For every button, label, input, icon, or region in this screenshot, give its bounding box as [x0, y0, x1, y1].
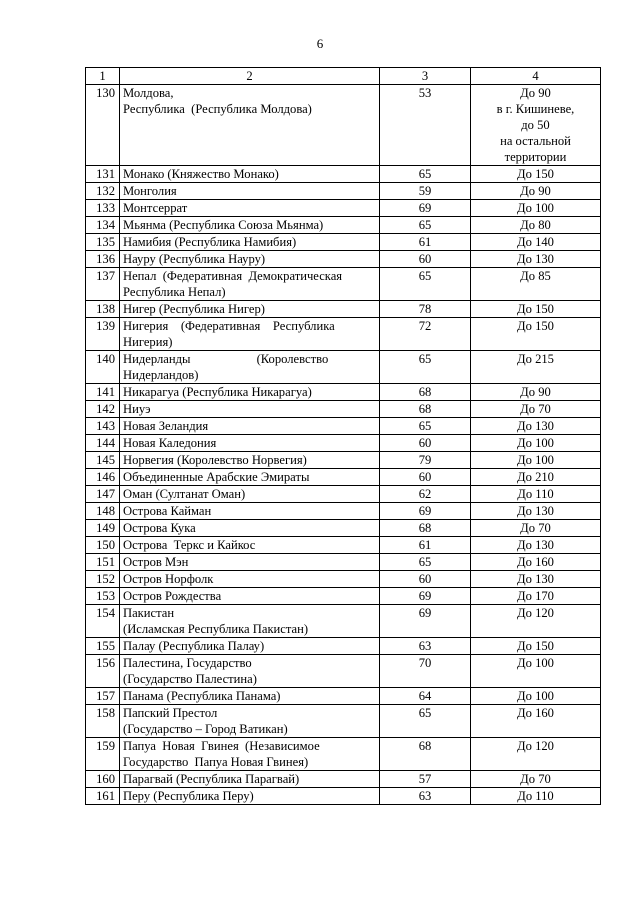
- country-name-line: (Государство Палестина): [123, 672, 257, 686]
- table-row: [86, 351, 601, 384]
- country-name-line: Монголия: [123, 184, 177, 198]
- country-name: [120, 638, 380, 655]
- country-name: [120, 688, 380, 705]
- country-name-line: Папский Престол: [123, 706, 218, 720]
- table-row: [86, 401, 601, 418]
- country-name: [120, 200, 380, 217]
- limit-value-line: До 100: [517, 689, 554, 703]
- limit-value: [471, 384, 601, 401]
- limit-value: [471, 605, 601, 638]
- limit-value: [471, 705, 601, 738]
- row-number: 139: [86, 318, 120, 351]
- row-number: 147: [86, 486, 120, 503]
- limit-value-line: До 80: [520, 218, 551, 232]
- country-name-line: Парагвай (Республика Парагвай): [123, 772, 300, 786]
- coefficient-value: 65: [380, 554, 471, 571]
- country-name: [120, 452, 380, 469]
- country-name: [120, 268, 380, 301]
- table-row: [86, 520, 601, 537]
- country-name-line: Нигерия): [123, 335, 173, 349]
- limit-value-line: До 100: [517, 201, 554, 215]
- country-name-line: Панама (Республика Панама): [123, 689, 281, 703]
- table-row: [86, 166, 601, 183]
- country-name: [120, 418, 380, 435]
- country-name: [120, 503, 380, 520]
- limit-value-line: До 130: [517, 419, 554, 433]
- country-name-line: Папуа Новая Гвинея (Независимое: [123, 739, 320, 753]
- limit-value-line: до 50: [521, 118, 550, 132]
- country-name-line: Остров Мэн: [123, 555, 189, 569]
- row-number: 149: [86, 520, 120, 537]
- row-number: 155: [86, 638, 120, 655]
- table-row: [86, 486, 601, 503]
- limit-value-line: До 150: [517, 167, 554, 181]
- country-name-line: Нигерия (Федеративная Республика: [123, 319, 335, 333]
- row-number: 154: [86, 605, 120, 638]
- table-row: [86, 554, 601, 571]
- table-row: [86, 588, 601, 605]
- table-row: [86, 788, 601, 805]
- limit-value-line: До 130: [517, 504, 554, 518]
- row-number: 130: [86, 85, 120, 166]
- limit-value: [471, 166, 601, 183]
- header-col-2: 2: [120, 68, 380, 85]
- limit-value: [471, 469, 601, 486]
- row-number: 140: [86, 351, 120, 384]
- limit-value-line: До 150: [517, 302, 554, 316]
- limit-value-line: До 130: [517, 252, 554, 266]
- header-col-3: 3: [380, 68, 471, 85]
- country-name-line: Нигер (Республика Нигер): [123, 302, 265, 316]
- country-name-line: Перу (Республика Перу): [123, 789, 254, 803]
- country-name: [120, 435, 380, 452]
- header-col-1: 1: [86, 68, 120, 85]
- country-name-line: Намибия (Республика Намибия): [123, 235, 297, 249]
- limit-value: [471, 655, 601, 688]
- limit-value: [471, 217, 601, 234]
- row-number: 132: [86, 183, 120, 200]
- limit-value-line: До 215: [517, 352, 554, 366]
- limit-value: [471, 251, 601, 268]
- coefficient-value: 79: [380, 452, 471, 469]
- limit-value-line: До 120: [517, 739, 554, 753]
- coefficient-value: 65: [380, 217, 471, 234]
- limit-value: [471, 486, 601, 503]
- coefficient-value: 65: [380, 268, 471, 301]
- coefficient-value: 60: [380, 251, 471, 268]
- limit-value-line: территории: [504, 150, 567, 164]
- country-name-line: Монако (Княжество Монако): [123, 167, 279, 181]
- row-number: 161: [86, 788, 120, 805]
- limit-value-line: До 140: [517, 235, 554, 249]
- table-row: [86, 571, 601, 588]
- table-row: [86, 217, 601, 234]
- row-number: 151: [86, 554, 120, 571]
- table-row: [86, 301, 601, 318]
- country-name: [120, 520, 380, 537]
- limit-value: [471, 418, 601, 435]
- coefficient-value: 68: [380, 520, 471, 537]
- limit-value: [471, 738, 601, 771]
- row-number: 150: [86, 537, 120, 554]
- table-header-row: [86, 68, 601, 85]
- row-number: 158: [86, 705, 120, 738]
- limit-value-line: До 150: [517, 319, 554, 333]
- country-name: [120, 401, 380, 418]
- country-name: [120, 166, 380, 183]
- coefficient-value: 72: [380, 318, 471, 351]
- table-row: [86, 183, 601, 200]
- coefficient-value: 60: [380, 469, 471, 486]
- country-name-line: Новая Каледония: [123, 436, 217, 450]
- limit-value-line: До 70: [520, 402, 551, 416]
- table-row: [86, 384, 601, 401]
- limit-value: [471, 503, 601, 520]
- limit-value-line: на остальной: [500, 134, 571, 148]
- table-row: [86, 452, 601, 469]
- limit-value-line: До 130: [517, 538, 554, 552]
- limit-value-line: До 100: [517, 656, 554, 670]
- table-row: [86, 435, 601, 452]
- country-name: [120, 605, 380, 638]
- limit-value: [471, 688, 601, 705]
- limit-value: [471, 788, 601, 805]
- country-name-line: Острова Кайман: [123, 504, 212, 518]
- limit-value-line: До 150: [517, 639, 554, 653]
- country-name-line: Оман (Султанат Оман): [123, 487, 246, 501]
- row-number: 144: [86, 435, 120, 452]
- limit-value: [471, 452, 601, 469]
- header-col-4: 4: [471, 68, 601, 85]
- country-name-line: Нидерландов): [123, 368, 199, 382]
- row-number: 134: [86, 217, 120, 234]
- country-name-line: Никарагуа (Республика Никарагуа): [123, 385, 312, 399]
- table-row: [86, 688, 601, 705]
- coefficient-value: 65: [380, 166, 471, 183]
- row-number: 133: [86, 200, 120, 217]
- limit-value-line: До 110: [517, 487, 554, 501]
- limit-value: [471, 183, 601, 200]
- row-number: 160: [86, 771, 120, 788]
- limit-value-line: До 160: [517, 706, 554, 720]
- row-number: 153: [86, 588, 120, 605]
- limit-value-line: До 90: [520, 184, 551, 198]
- country-name-line: Остров Рождества: [123, 589, 222, 603]
- coefficient-value: 65: [380, 705, 471, 738]
- row-number: 148: [86, 503, 120, 520]
- country-name: [120, 537, 380, 554]
- limit-value: [471, 301, 601, 318]
- coefficient-value: 64: [380, 688, 471, 705]
- row-number: 142: [86, 401, 120, 418]
- coefficient-value: 61: [380, 234, 471, 251]
- country-name-line: Острова Кука: [123, 521, 196, 535]
- country-name-line: Ниуэ: [123, 402, 151, 416]
- row-number: 131: [86, 166, 120, 183]
- country-name: [120, 554, 380, 571]
- table-row: [86, 638, 601, 655]
- page-number: 6: [316, 36, 324, 51]
- table-row: [86, 469, 601, 486]
- limit-value-line: в г. Кишиневе,: [496, 102, 575, 116]
- country-name-line: Остров Норфолк: [123, 572, 214, 586]
- coefficient-value: 78: [380, 301, 471, 318]
- country-name-line: Палау (Республика Палау): [123, 639, 265, 653]
- coefficient-value: 60: [380, 571, 471, 588]
- limit-value: [471, 571, 601, 588]
- coefficient-value: 60: [380, 435, 471, 452]
- coefficient-value: 69: [380, 588, 471, 605]
- country-name: [120, 738, 380, 771]
- country-name: [120, 217, 380, 234]
- limit-value-line: До 100: [517, 436, 554, 450]
- limit-value: [471, 554, 601, 571]
- country-name: [120, 85, 380, 166]
- row-number: 141: [86, 384, 120, 401]
- country-name-line: Республика (Республика Молдова): [123, 102, 312, 116]
- coefficient-value: 69: [380, 605, 471, 638]
- coefficient-value: 53: [380, 85, 471, 166]
- country-name: [120, 571, 380, 588]
- country-name-line: Объединенные Арабские Эмираты: [123, 470, 310, 484]
- limit-value: [471, 588, 601, 605]
- coefficient-value: 69: [380, 503, 471, 520]
- country-name: [120, 384, 380, 401]
- table-row: [86, 503, 601, 520]
- limit-value-line: До 120: [517, 606, 554, 620]
- row-number: 157: [86, 688, 120, 705]
- limit-value: [471, 351, 601, 384]
- country-name: [120, 234, 380, 251]
- table-row: [86, 234, 601, 251]
- limit-value-line: До 160: [517, 555, 554, 569]
- coefficient-value: 63: [380, 638, 471, 655]
- table-row: [86, 85, 601, 166]
- country-name-line: (Государство – Город Ватикан): [123, 722, 288, 736]
- limit-value-line: До 100: [517, 453, 554, 467]
- table-row: [86, 705, 601, 738]
- table-row: [86, 738, 601, 771]
- country-name-line: Молдова,: [123, 86, 174, 100]
- limit-value: [471, 234, 601, 251]
- coefficient-value: 68: [380, 738, 471, 771]
- coefficient-value: 65: [380, 418, 471, 435]
- limit-value: [471, 435, 601, 452]
- table-row: [86, 318, 601, 351]
- country-name: [120, 318, 380, 351]
- coefficient-value: 69: [380, 200, 471, 217]
- limit-value-line: До 90: [520, 86, 551, 100]
- coefficient-value: 63: [380, 788, 471, 805]
- table-row: [86, 251, 601, 268]
- limit-value: [471, 85, 601, 166]
- country-name: [120, 183, 380, 200]
- limit-value: [471, 771, 601, 788]
- table-row: [86, 771, 601, 788]
- limit-value: [471, 200, 601, 217]
- row-number: 159: [86, 738, 120, 771]
- row-number: 137: [86, 268, 120, 301]
- country-name: [120, 705, 380, 738]
- country-name-line: Палестина, Государство: [123, 656, 252, 670]
- coefficient-value: 57: [380, 771, 471, 788]
- row-number: 135: [86, 234, 120, 251]
- country-name: [120, 486, 380, 503]
- row-number: 138: [86, 301, 120, 318]
- coefficient-value: 59: [380, 183, 471, 200]
- limit-value-line: До 70: [520, 772, 551, 786]
- row-number: 156: [86, 655, 120, 688]
- table-row: [86, 655, 601, 688]
- limit-value-line: До 170: [517, 589, 554, 603]
- country-name: [120, 788, 380, 805]
- coefficient-value: 70: [380, 655, 471, 688]
- limit-value: [471, 537, 601, 554]
- coefficient-value: 68: [380, 384, 471, 401]
- country-name-line: Государство Папуа Новая Гвинея): [123, 755, 309, 769]
- country-name-line: (Исламская Республика Пакистан): [123, 622, 309, 636]
- row-number: 146: [86, 469, 120, 486]
- table-row: [86, 200, 601, 217]
- country-name-line: Непал (Федеративная Демократическая: [123, 269, 343, 283]
- country-name-line: Норвегия (Королевство Норвегия): [123, 453, 307, 467]
- country-name-line: Острова Теркс и Кайкос: [123, 538, 256, 552]
- limit-value: [471, 401, 601, 418]
- limit-value-line: До 70: [520, 521, 551, 535]
- row-number: 136: [86, 251, 120, 268]
- table-row: [86, 418, 601, 435]
- country-name: [120, 351, 380, 384]
- limit-value: [471, 520, 601, 537]
- coefficient-value: 65: [380, 351, 471, 384]
- table-row: [86, 268, 601, 301]
- limit-value-line: До 85: [520, 269, 551, 283]
- country-name-line: Монтсеррат: [123, 201, 188, 215]
- country-name: [120, 469, 380, 486]
- country-name-line: Нидерланды (Королевство: [123, 352, 329, 366]
- limit-value: [471, 318, 601, 351]
- country-name: [120, 301, 380, 318]
- country-name-line: Мьянма (Республика Союза Мьянма): [123, 218, 324, 232]
- limit-value: [471, 638, 601, 655]
- row-number: 143: [86, 418, 120, 435]
- country-name-line: Пакистан: [123, 606, 175, 620]
- coefficient-value: 68: [380, 401, 471, 418]
- country-name-line: Новая Зеландия: [123, 419, 209, 433]
- table-row: [86, 537, 601, 554]
- country-name: [120, 251, 380, 268]
- country-name-line: Науру (Республика Науру): [123, 252, 266, 266]
- country-name: [120, 771, 380, 788]
- country-table: [85, 67, 601, 805]
- limit-value: [471, 268, 601, 301]
- coefficient-value: 62: [380, 486, 471, 503]
- row-number: 152: [86, 571, 120, 588]
- row-number: 145: [86, 452, 120, 469]
- limit-value-line: До 130: [517, 572, 554, 586]
- limit-value-line: До 90: [520, 385, 551, 399]
- limit-value-line: До 110: [517, 789, 554, 803]
- country-name: [120, 655, 380, 688]
- country-name-line: Республика Непал): [123, 285, 226, 299]
- coefficient-value: 61: [380, 537, 471, 554]
- country-name: [120, 588, 380, 605]
- table-row: [86, 605, 601, 638]
- limit-value-line: До 210: [517, 470, 554, 484]
